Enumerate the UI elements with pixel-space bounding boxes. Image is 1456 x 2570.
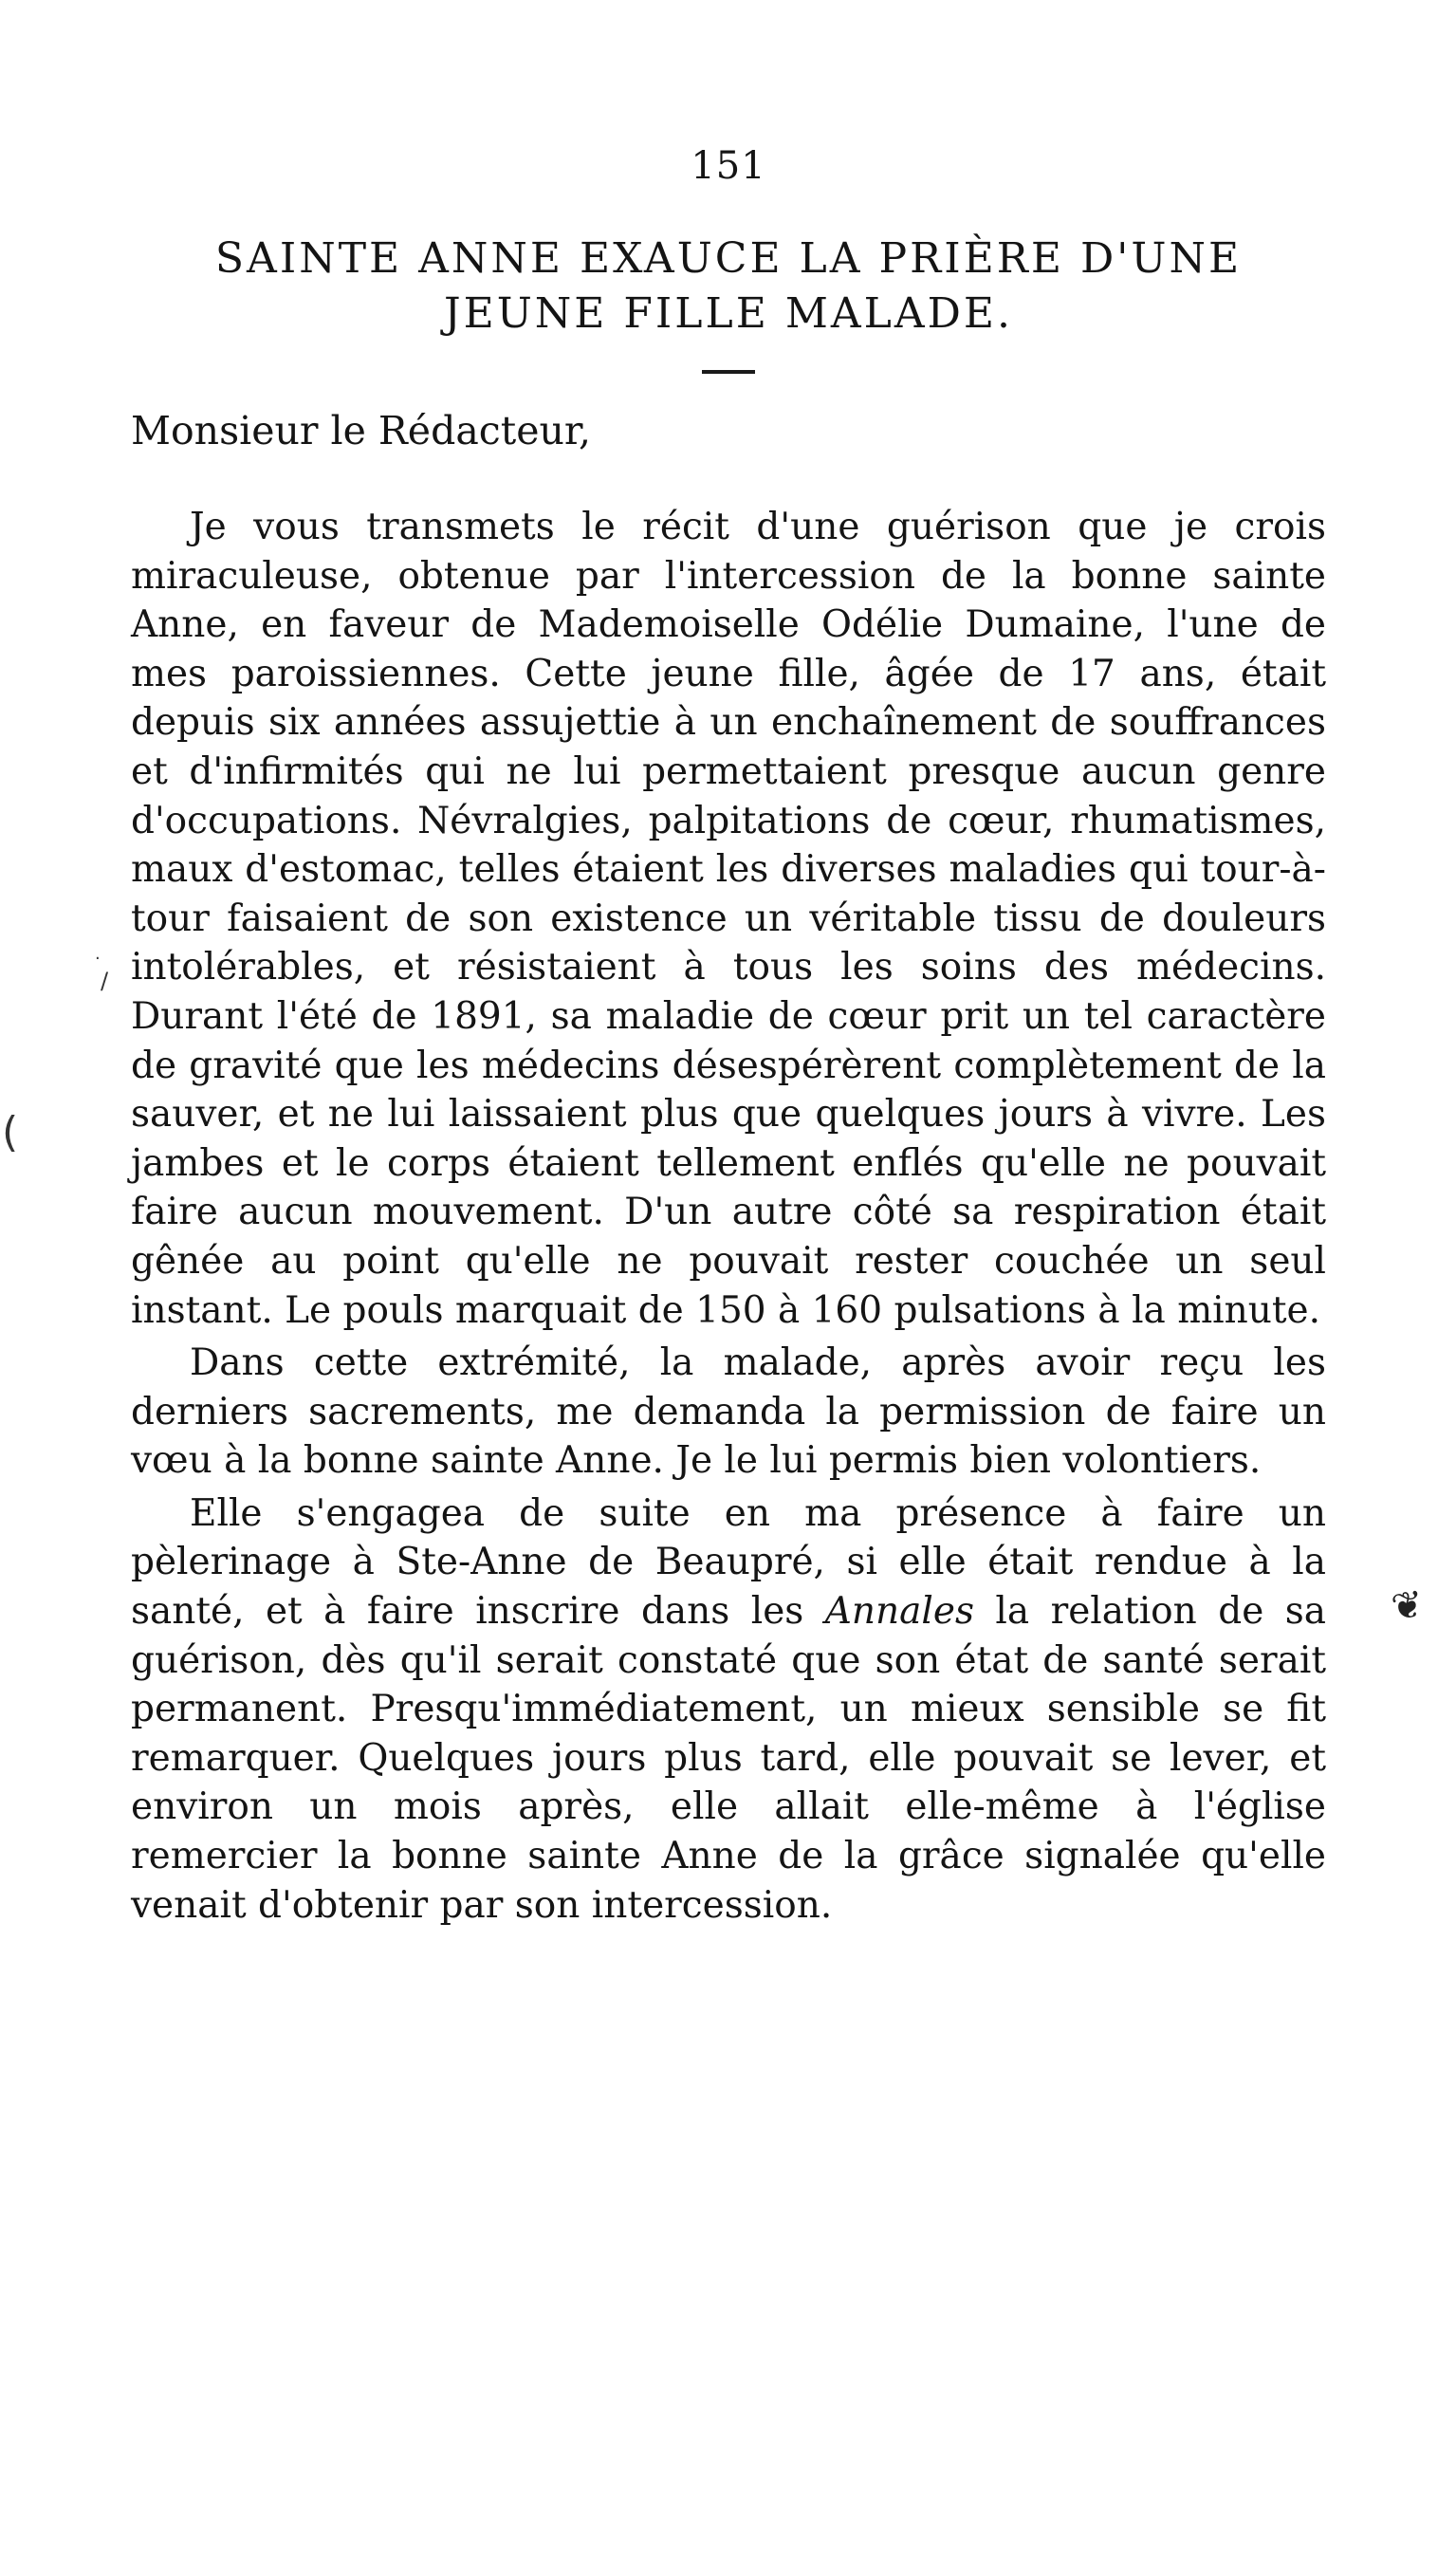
paragraph-1: Je vous transmets le récit d'une guérison que je crois miraculeuse, obtenue par l'intercession de la bonne sainte Anne, en faveur de Mademoiselle Odélie Dumaine, l'une de mes paroissiennes. Cette jeune fille, âgée de 17 ans, était depuis six années assujettie à un enchaînement de souffrances et d'infirmités qui ne lui permettaient presque aucun genre d'occupations. Névralgies, palpitations de cœur, rhumatismes, maux d'estomac, telles étaient les diverses maladies qui tour-à-tour faisaient de son existence un véritable tissu de douleurs intolérables, et résistaient à tous les soins des médecins. Durant l'été de 1891, sa maladie de cœur prit un tel caractère de gravité que les médecins désespérèrent complètement de la sauver, et ne lui laissaient plus que quelques jours à vivre. Les jambes et le corps étaient tellement enflés qu'elle ne pouvait faire aucun mouvement. D'un autre côté sa respiration était gênée au point qu'elle ne pouvait rester couchée un seul instant. Le pouls marquait de 150 à 160 pulsations à la minute. bbox=[131, 506, 1326, 1332]
paragraph-2: Dans cette extrémité, la malade, après avoir reçu les derniers sacrements, me demanda la permission de faire un vœu à la bonne sainte Anne. Je le lui permis bien volontiers. bbox=[131, 1341, 1326, 1483]
article-title-line-2: JEUNE FILLE MALADE. bbox=[443, 289, 1014, 338]
title-divider bbox=[702, 370, 755, 374]
page-number: 151 bbox=[691, 144, 766, 188]
article-title bbox=[131, 231, 1326, 342]
paragraph-3-text-before: Elle s'engagea de suite en ma présence à faire un pèlerinage à Ste-Anne de Beaupré, si elle était rendue à la santé, et à faire inscrire dans les bbox=[131, 1491, 1326, 1634]
margin-bracket-mark: ( bbox=[2, 1108, 19, 1156]
annales-italic: Annales bbox=[824, 1590, 974, 1634]
margin-speck-mark: · bbox=[95, 949, 101, 969]
book-page bbox=[131, 142, 1326, 1933]
salutation: Monsieur le Rédacteur, bbox=[131, 408, 591, 453]
margin-ornament-icon: ❦ bbox=[1388, 1581, 1427, 1631]
paragraph-3 bbox=[131, 1489, 1326, 1930]
paragraph-3-text-after: la relation de sa guérison, dès qu'il serait constaté que son état de santé serait permanent. Presqu'immédiatement, un mieux sensible se fit remarquer. Quelques jours plus tard, elle pouvait se lever, et environ un mois après, elle allait elle-même à l'église remercier la bonne sainte Anne de la grâce signalée qu'elle venait d'obtenir par son intercession. bbox=[131, 1590, 1326, 1927]
article-title-line-1: SAINTE ANNE EXAUCE LA PRIÈRE D'UNE bbox=[214, 234, 1243, 283]
margin-tick-mark: / bbox=[101, 968, 109, 994]
